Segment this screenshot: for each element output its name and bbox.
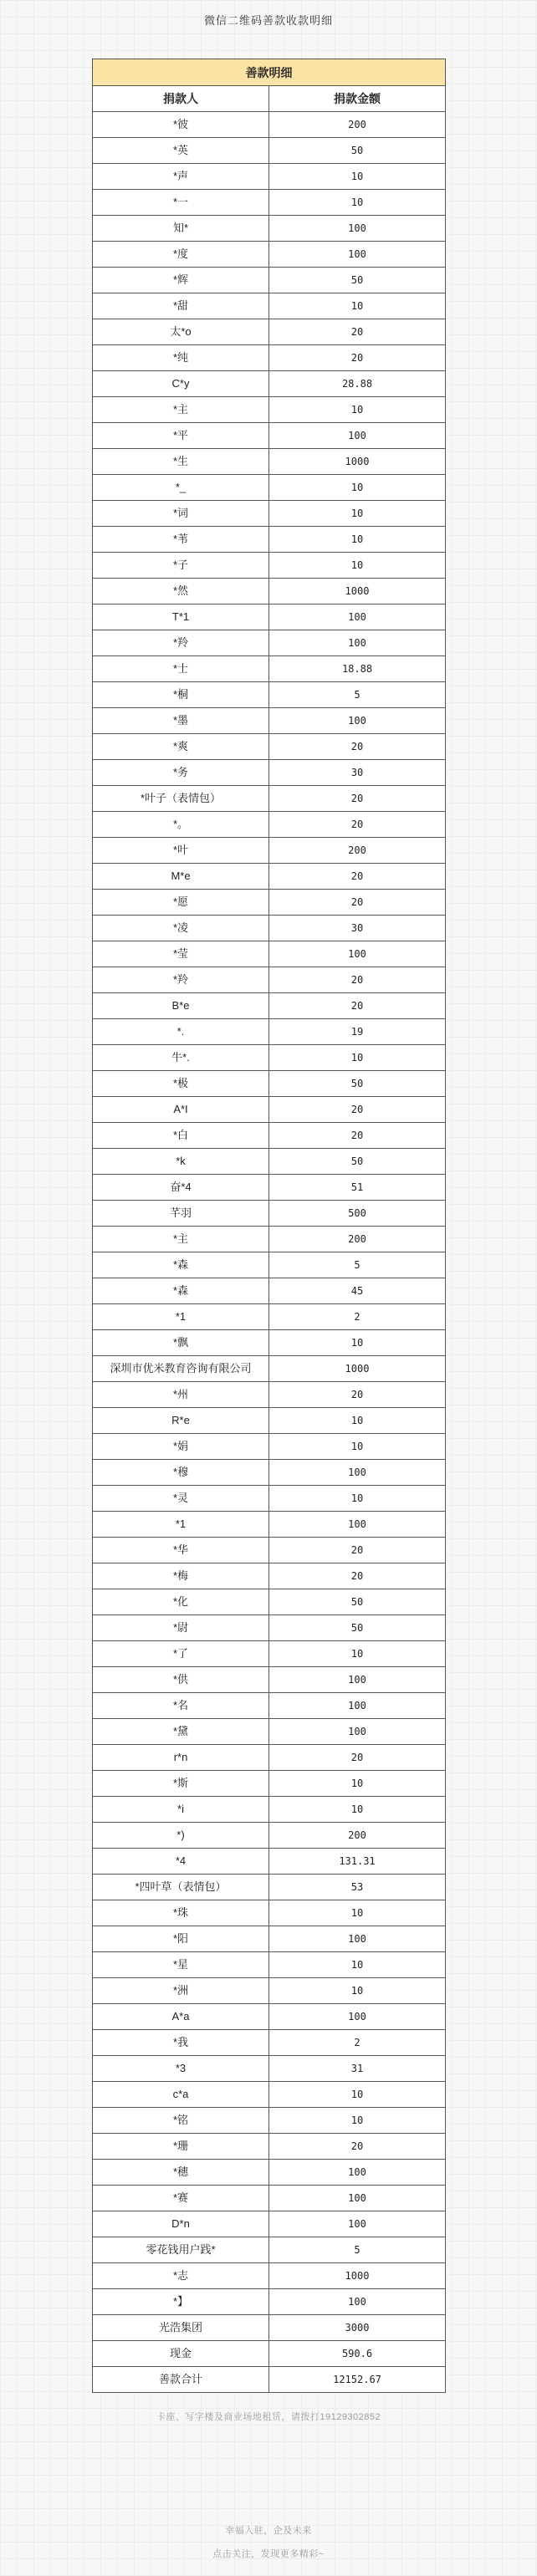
- donor-name-cell: 芊羽: [93, 1201, 269, 1227]
- donor-name-cell: *桐: [93, 682, 269, 708]
- donor-name-cell: *灵: [93, 1486, 269, 1512]
- donor-name-cell: M*e: [93, 864, 269, 890]
- table-row: [93, 630, 446, 656]
- table-row: [93, 475, 446, 501]
- donation-amount-cell: 31: [269, 2056, 446, 2082]
- donor-name-cell: 零花钱用户践*: [93, 2237, 269, 2263]
- donor-name-cell: *娟: [93, 1434, 269, 1460]
- table-row: [93, 190, 446, 216]
- donor-name-cell: c*a: [93, 2082, 269, 2108]
- donation-amount-cell: 10: [269, 293, 446, 319]
- donation-amount-cell: 50: [269, 1615, 446, 1641]
- table-row: [93, 2056, 446, 2082]
- donation-amount-cell: 10: [269, 1952, 446, 1978]
- donor-name-cell: *1: [93, 1304, 269, 1330]
- table-row: [93, 2263, 446, 2289]
- donor-name-cell: C*y: [93, 371, 269, 397]
- table-row: [93, 1978, 446, 2004]
- donation-amount-cell: 20: [269, 967, 446, 993]
- donor-name-cell: *爽: [93, 734, 269, 760]
- table-row: [93, 2211, 446, 2237]
- table-row: [93, 1745, 446, 1771]
- donation-amount-cell: 51: [269, 1175, 446, 1201]
- donation-amount-cell: 50: [269, 1149, 446, 1175]
- donor-name-cell: *): [93, 1823, 269, 1849]
- donor-name-cell: *叶子（表情包）: [93, 786, 269, 812]
- donation-amount-cell: 100: [269, 941, 446, 967]
- donation-amount-cell: 10: [269, 527, 446, 553]
- donation-amount-cell: 19: [269, 1019, 446, 1045]
- table-row: [93, 1693, 446, 1719]
- donation-amount-cell: 100: [269, 1667, 446, 1693]
- donation-amount-cell: 10: [269, 501, 446, 527]
- donation-amount-cell: 10: [269, 1797, 446, 1823]
- donation-amount-cell: 100: [269, 708, 446, 734]
- table-row: [93, 2237, 446, 2263]
- table-row: [93, 1797, 446, 1823]
- table-row: [93, 1486, 446, 1512]
- donor-name-cell: *飘: [93, 1330, 269, 1356]
- donation-amount-cell: 10: [269, 1434, 446, 1460]
- table-row: [93, 242, 446, 268]
- donor-name-cell: *志: [93, 2263, 269, 2289]
- donor-name-cell: r*n: [93, 1745, 269, 1771]
- table-row: [93, 553, 446, 579]
- table-row: [93, 164, 446, 190]
- table-row: [93, 1019, 446, 1045]
- donation-amount-cell: 50: [269, 268, 446, 293]
- donation-amount-cell: 5: [269, 2237, 446, 2263]
- donation-amount-cell: 500: [269, 1201, 446, 1227]
- table-row: [93, 1356, 446, 1382]
- donation-amount-cell: 100: [269, 216, 446, 242]
- table-row: [93, 397, 446, 423]
- table-row: [93, 604, 446, 630]
- donation-amount-cell: 100: [269, 604, 446, 630]
- donation-amount-cell: 20: [269, 993, 446, 1019]
- donor-name-cell: *i: [93, 1797, 269, 1823]
- table-row: [93, 1434, 446, 1460]
- donation-amount-cell: 100: [269, 2211, 446, 2237]
- table-row: [93, 734, 446, 760]
- table-row: [93, 2160, 446, 2186]
- donor-name-cell: *洲: [93, 1978, 269, 2004]
- table-row: [93, 1460, 446, 1486]
- donor-name-cell: A*a: [93, 2004, 269, 2030]
- donation-amount-cell: 5: [269, 682, 446, 708]
- donor-name-cell: *阳: [93, 1926, 269, 1952]
- donor-column-header: 捐款人: [93, 86, 269, 112]
- donation-amount-cell: 20: [269, 1097, 446, 1123]
- table-row: [93, 682, 446, 708]
- donation-amount-cell: 10: [269, 1330, 446, 1356]
- donor-name-cell: *词: [93, 501, 269, 527]
- table-row: [93, 1952, 446, 1978]
- table-row: [93, 1123, 446, 1149]
- donation-amount-cell: 1000: [269, 2263, 446, 2289]
- donation-amount-cell: 10: [269, 1486, 446, 1512]
- donation-amount-cell: 100: [269, 2186, 446, 2211]
- donation-amount-cell: 5: [269, 1252, 446, 1278]
- donor-name-cell: *纯: [93, 345, 269, 371]
- donation-amount-cell: 100: [269, 2160, 446, 2186]
- donor-name-cell: A*I: [93, 1097, 269, 1123]
- donor-name-cell: *凌: [93, 916, 269, 941]
- donation-amount-cell: 10: [269, 1978, 446, 2004]
- donation-amount-cell: 1000: [269, 1356, 446, 1382]
- donation-amount-cell: 590.6: [269, 2341, 446, 2367]
- table-row: [93, 786, 446, 812]
- table-row: [93, 1330, 446, 1356]
- footer-contact-text: 卡座、写字楼及商业场地租赁，请拨打19129302852: [156, 2412, 381, 2422]
- donor-name-cell: 知*: [93, 216, 269, 242]
- table-row: [93, 293, 446, 319]
- table-row: [93, 1382, 446, 1408]
- donation-amount-cell: 20: [269, 1563, 446, 1589]
- donation-amount-cell: 2: [269, 1304, 446, 1330]
- donor-name-cell: *斯: [93, 1771, 269, 1797]
- table-row: [93, 916, 446, 941]
- donation-amount-cell: 20: [269, 1123, 446, 1149]
- donor-name-cell: T*1: [93, 604, 269, 630]
- donation-amount-cell: 30: [269, 760, 446, 786]
- donor-name-cell: *穆: [93, 1460, 269, 1486]
- donation-amount-cell: 50: [269, 1589, 446, 1615]
- table-row: [93, 1408, 446, 1434]
- table-row: [93, 708, 446, 734]
- table-row: [93, 423, 446, 449]
- table-row: [93, 112, 446, 138]
- table-row: [93, 138, 446, 164]
- table-row: [93, 268, 446, 293]
- table-row: [93, 838, 446, 864]
- donor-name-cell: *我: [93, 2030, 269, 2056]
- donor-name-cell: *务: [93, 760, 269, 786]
- donor-name-cell: *士: [93, 656, 269, 682]
- donation-amount-cell: 20: [269, 319, 446, 345]
- donation-amount-cell: 10: [269, 1045, 446, 1071]
- donor-name-cell: *甜: [93, 293, 269, 319]
- donation-amount-cell: 20: [269, 864, 446, 890]
- donor-name-cell: *尉: [93, 1615, 269, 1641]
- donor-name-cell: *然: [93, 579, 269, 604]
- donor-name-cell: *愿: [93, 890, 269, 916]
- table-row: [93, 941, 446, 967]
- donation-amount-cell: 200: [269, 1227, 446, 1252]
- donation-amount-cell: 10: [269, 2082, 446, 2108]
- table-row: [93, 2030, 446, 2056]
- donation-amount-cell: 10: [269, 1771, 446, 1797]
- donor-name-cell: *化: [93, 1589, 269, 1615]
- donor-name-cell: *英: [93, 138, 269, 164]
- donor-name-cell: 奋*4: [93, 1175, 269, 1201]
- table-caption-row: [93, 59, 446, 86]
- table-row: [93, 760, 446, 786]
- donation-amount-cell: 10: [269, 1900, 446, 1926]
- donation-amount-cell: 10: [269, 164, 446, 190]
- donation-amount-cell: 45: [269, 1278, 446, 1304]
- donation-amount-cell: 1000: [269, 449, 446, 475]
- donor-name-cell: *主: [93, 1227, 269, 1252]
- table-row: [93, 656, 446, 682]
- table-row: [93, 1512, 446, 1538]
- donor-name-cell: *穗: [93, 2160, 269, 2186]
- donation-amount-cell: 20: [269, 1745, 446, 1771]
- donation-amount-cell: 100: [269, 2289, 446, 2315]
- donor-name-cell: 现金: [93, 2341, 269, 2367]
- donation-amount-cell: 28.88: [269, 371, 446, 397]
- donation-amount-cell: 50: [269, 138, 446, 164]
- table-row: [93, 993, 446, 1019]
- donor-name-cell: *供: [93, 1667, 269, 1693]
- donor-name-cell: *1: [93, 1512, 269, 1538]
- donation-amount-cell: 100: [269, 242, 446, 268]
- donor-name-cell: B*e: [93, 993, 269, 1019]
- table-row: [93, 2341, 446, 2367]
- table-row: [93, 1771, 446, 1797]
- donor-name-cell: *白: [93, 1123, 269, 1149]
- donor-name-cell: 善款合计: [93, 2367, 269, 2393]
- table-row: [93, 1849, 446, 1875]
- table-row: [93, 579, 446, 604]
- donation-amount-cell: 20: [269, 812, 446, 838]
- table-row: [93, 1641, 446, 1667]
- table-row: [93, 2082, 446, 2108]
- donation-amount-cell: 10: [269, 397, 446, 423]
- donation-amount-cell: 20: [269, 786, 446, 812]
- donor-name-cell: *彼: [93, 112, 269, 138]
- donor-name-cell: *.: [93, 1019, 269, 1045]
- donation-amount-cell: 20: [269, 1538, 446, 1563]
- donation-amount-cell: 100: [269, 630, 446, 656]
- table-row: [93, 1175, 446, 1201]
- table-row: [93, 1538, 446, 1563]
- donation-amount-cell: 200: [269, 838, 446, 864]
- donor-name-cell: *羚: [93, 967, 269, 993]
- donor-name-cell: *子: [93, 553, 269, 579]
- donor-name-cell: *叶: [93, 838, 269, 864]
- donation-amount-cell: 10: [269, 1641, 446, 1667]
- table-row: [93, 864, 446, 890]
- donor-name-cell: *度: [93, 242, 269, 268]
- table-row: [93, 1823, 446, 1849]
- page-title: 微信二维码善款收款明细: [203, 14, 333, 27]
- donation-amount-cell: 10: [269, 475, 446, 501]
- donation-amount-cell: 20: [269, 734, 446, 760]
- table-row: [93, 1304, 446, 1330]
- table-row: [93, 216, 446, 242]
- table-row: [93, 1201, 446, 1227]
- donor-name-cell: *莹: [93, 941, 269, 967]
- donor-name-cell: *3: [93, 2056, 269, 2082]
- table-row: [93, 2289, 446, 2315]
- donor-name-cell: *苇: [93, 527, 269, 553]
- amount-column-header: 捐款金额: [269, 86, 446, 112]
- donor-name-cell: 太*o: [93, 319, 269, 345]
- donor-name-cell: *珊: [93, 2134, 269, 2160]
- table-row: [93, 1719, 446, 1745]
- table-row: [93, 1149, 446, 1175]
- table-row: [93, 890, 446, 916]
- donation-amount-cell: 2: [269, 2030, 446, 2056]
- table-row: [93, 1045, 446, 1071]
- donation-amount-cell: 30: [269, 916, 446, 941]
- table-row: [93, 1615, 446, 1641]
- donor-name-cell: *。: [93, 812, 269, 838]
- donor-name-cell: *】: [93, 2289, 269, 2315]
- donor-name-cell: *黛: [93, 1719, 269, 1745]
- donor-name-cell: *了: [93, 1641, 269, 1667]
- table-row: [93, 371, 446, 397]
- table-row: [93, 2367, 446, 2393]
- donation-amount-cell: 100: [269, 2004, 446, 2030]
- table-row: [93, 1563, 446, 1589]
- donation-amount-cell: 20: [269, 1382, 446, 1408]
- donation-amount-cell: 18.88: [269, 656, 446, 682]
- donation-amount-cell: 10: [269, 190, 446, 216]
- table-body: [93, 112, 446, 2393]
- donation-amount-cell: 10: [269, 2108, 446, 2134]
- donation-amount-cell: 12152.67: [269, 2367, 446, 2393]
- table-caption: 善款明细: [93, 59, 446, 86]
- donation-amount-cell: 20: [269, 890, 446, 916]
- donor-name-cell: *辉: [93, 268, 269, 293]
- donor-name-cell: *星: [93, 1952, 269, 1978]
- table-row: [93, 2004, 446, 2030]
- donation-amount-cell: 20: [269, 345, 446, 371]
- donation-amount-cell: 200: [269, 1823, 446, 1849]
- table-row: [93, 967, 446, 993]
- table-row: [93, 2315, 446, 2341]
- donor-name-cell: D*n: [93, 2211, 269, 2237]
- table-row: [93, 812, 446, 838]
- table-row: [93, 527, 446, 553]
- donation-amount-cell: 20: [269, 2134, 446, 2160]
- donor-name-cell: *州: [93, 1382, 269, 1408]
- footer-slogan-text: 幸福入驻，企及未来: [225, 2526, 312, 2536]
- table-row: [93, 1926, 446, 1952]
- donation-amount-cell: 10: [269, 553, 446, 579]
- donor-name-cell: 深圳市优米教育咨询有限公司: [93, 1356, 269, 1382]
- table-row: [93, 1252, 446, 1278]
- donation-amount-cell: 100: [269, 1719, 446, 1745]
- table-row: [93, 1589, 446, 1615]
- donor-name-cell: *极: [93, 1071, 269, 1097]
- donation-amount-cell: 131.31: [269, 1849, 446, 1875]
- donor-name-cell: *森: [93, 1252, 269, 1278]
- table-row: [93, 1667, 446, 1693]
- table-row: [93, 1278, 446, 1304]
- donor-name-cell: *一: [93, 190, 269, 216]
- donor-name-cell: *k: [93, 1149, 269, 1175]
- footer-follow-text: 点击关注，发现更多精彩~: [212, 2549, 325, 2559]
- donation-amount-cell: 200: [269, 112, 446, 138]
- table-row: [93, 449, 446, 475]
- donor-name-cell: R*e: [93, 1408, 269, 1434]
- donor-name-cell: *羚: [93, 630, 269, 656]
- donor-name-cell: *生: [93, 449, 269, 475]
- table-row: [93, 345, 446, 371]
- donation-table: [92, 59, 446, 2393]
- donor-name-cell: *华: [93, 1538, 269, 1563]
- donation-amount-cell: 53: [269, 1875, 446, 1900]
- table-header-row: [93, 86, 446, 112]
- table-row: [93, 2108, 446, 2134]
- table-row: [93, 2186, 446, 2211]
- donor-name-cell: 牛*.: [93, 1045, 269, 1071]
- table-row: [93, 2134, 446, 2160]
- donation-amount-cell: 100: [269, 1926, 446, 1952]
- table-row: [93, 1097, 446, 1123]
- donor-name-cell: *梅: [93, 1563, 269, 1589]
- donation-amount-cell: 100: [269, 1512, 446, 1538]
- donor-name-cell: *平: [93, 423, 269, 449]
- donor-name-cell: *4: [93, 1849, 269, 1875]
- donation-amount-cell: 1000: [269, 579, 446, 604]
- donor-name-cell: *四叶草（表情包）: [93, 1875, 269, 1900]
- donor-name-cell: *赛: [93, 2186, 269, 2211]
- table-row: [93, 1900, 446, 1926]
- donor-name-cell: *名: [93, 1693, 269, 1719]
- donation-amount-cell: 50: [269, 1071, 446, 1097]
- donation-amount-cell: 100: [269, 1693, 446, 1719]
- donor-name-cell: *铭: [93, 2108, 269, 2134]
- table-row: [93, 1071, 446, 1097]
- table-row: [93, 319, 446, 345]
- table-row: [93, 501, 446, 527]
- donor-name-cell: *森: [93, 1278, 269, 1304]
- donor-name-cell: *声: [93, 164, 269, 190]
- donation-amount-cell: 3000: [269, 2315, 446, 2341]
- table-row: [93, 1875, 446, 1900]
- donation-amount-cell: 100: [269, 1460, 446, 1486]
- donor-name-cell: *_: [93, 475, 269, 501]
- donation-amount-cell: 100: [269, 423, 446, 449]
- donor-name-cell: *主: [93, 397, 269, 423]
- donor-name-cell: *珠: [93, 1900, 269, 1926]
- donor-name-cell: 光浩集团: [93, 2315, 269, 2341]
- table-row: [93, 1227, 446, 1252]
- donor-name-cell: *墨: [93, 708, 269, 734]
- donation-amount-cell: 10: [269, 1408, 446, 1434]
